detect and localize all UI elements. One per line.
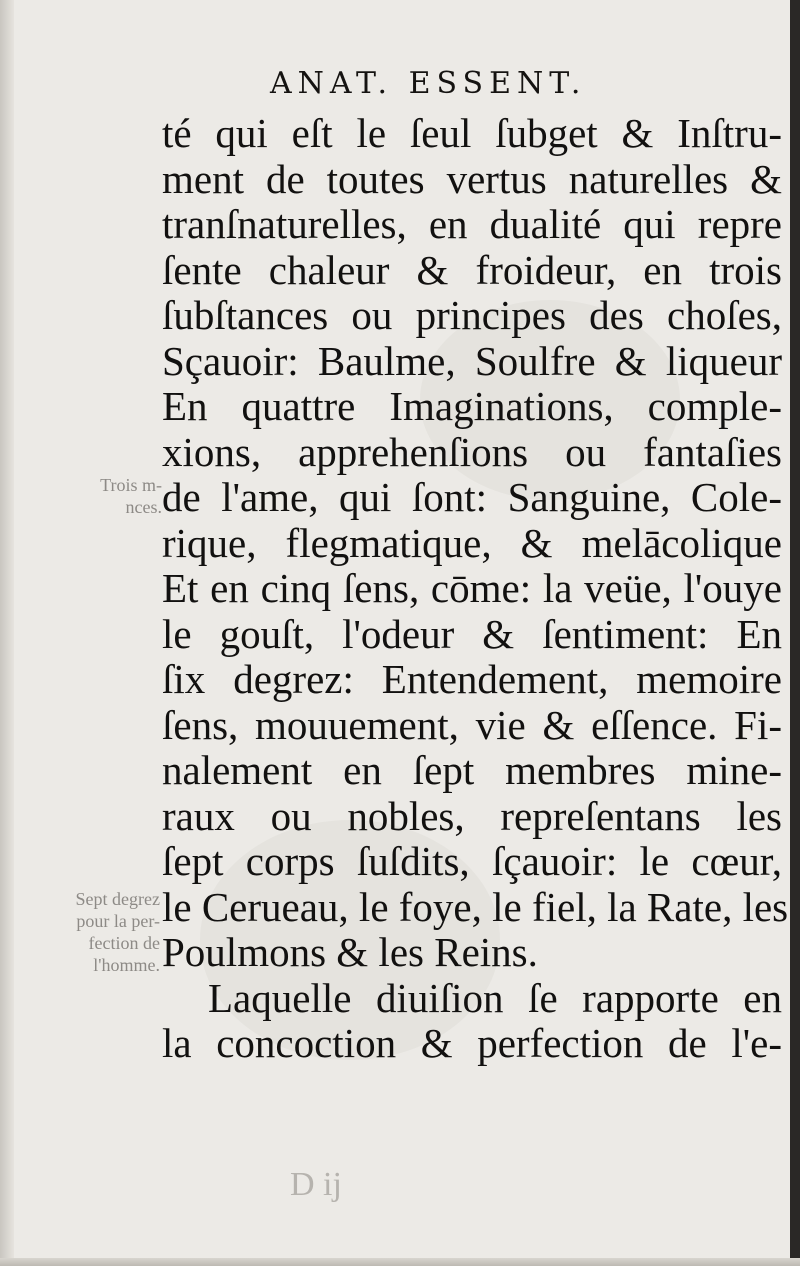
text-line: ſens, mouuement, vie & eſſence. Fi- [162, 701, 782, 748]
text-line: ſix degrez: Entendement, memoire [162, 656, 782, 702]
text-line: xions, apprehenſions ou fantaſies [162, 428, 782, 475]
text-line: En quattre Imaginations, comple- [162, 383, 782, 429]
text-line: Laquelle diuiſion ſe rapporte en [208, 974, 782, 1021]
text-line: ſubſtances ou principes des choſes, [162, 292, 782, 338]
page-edge-left [0, 0, 14, 1266]
text-line: la concoction & perfection de l'e- [162, 1020, 782, 1066]
marginal-note-text: Sept degrez pour la per- fection de l'homme. [75, 889, 160, 975]
text-line: raux ou nobles, repreſentans les [162, 792, 782, 839]
text-line: ſente chaleur & froideur, en trois [162, 246, 782, 293]
text-line: Et en cinq ſens, cōme: la veüe, l'ouye [162, 565, 782, 611]
page-edge-right [790, 0, 800, 1266]
marginal-note [30, 888, 160, 976]
text-line: de l'ame, qui ſont: Sanguine, Cole- [162, 474, 782, 520]
text-line: té qui eſt le ſeul ſubget & Inſtru- [162, 110, 782, 156]
text-line: ſept corps ſuſdits, ſçauoir: le cœur, [162, 838, 782, 884]
bleed-through-signature: D ij [290, 1166, 342, 1203]
text-line: tranſnaturelles, en dualité qui repre [162, 201, 782, 247]
marginal-note [90, 474, 162, 518]
body-text [162, 110, 789, 1067]
marginal-note-text: Trois m- nces. [100, 475, 162, 517]
text-line: Sçauoir: Baulme, Soulfre & liqueur [162, 337, 782, 384]
text-line: ment de toutes vertus naturelles & [162, 155, 782, 202]
running-head: ANAT. ESSENT. [270, 66, 587, 101]
text-line: le Cerueau, le foye, le fiel, la Rate, les [162, 883, 789, 930]
text-line: Poulmons & les Reins. [162, 929, 538, 975]
text-line: rique, flegmatique, & melācolique [162, 519, 782, 566]
text-line: nalement en ſept membres mine- [162, 747, 782, 793]
page-edge-bottom [0, 1258, 800, 1266]
text-line: le gouſt, l'odeur & ſentiment: En [162, 610, 782, 657]
